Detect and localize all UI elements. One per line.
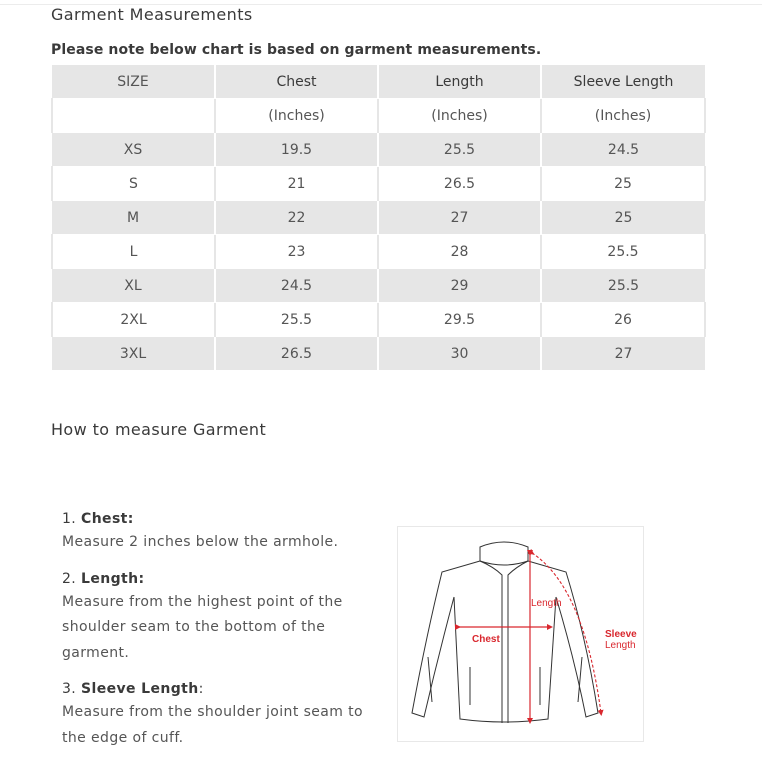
cell-size: M xyxy=(52,201,215,235)
step-title: Sleeve Length xyxy=(81,681,199,697)
cell-size: 3XL xyxy=(52,337,215,371)
cell-chest: 24.5 xyxy=(215,269,378,303)
cell-size: XL xyxy=(52,269,215,303)
cell-length: 27 xyxy=(378,201,541,235)
length-label: Length xyxy=(531,598,562,609)
sleeve-label-line1: Sleeve xyxy=(605,629,637,640)
measure-steps xyxy=(62,508,382,763)
cell-chest: 21 xyxy=(215,167,378,201)
step-description: Measure 2 inches below the armhole. xyxy=(62,534,339,550)
step-number: 3. xyxy=(62,681,82,697)
cell-sleeve: 24.5 xyxy=(607,141,640,158)
cell-chest: 19.5 xyxy=(215,133,378,167)
cell-sleeve: 27 xyxy=(614,345,633,362)
table-row xyxy=(52,337,705,371)
cell-size: XS xyxy=(52,133,215,167)
cell-chest: 26.5 xyxy=(215,337,378,371)
step-sleeve-length xyxy=(62,678,382,751)
cell-length: 30 xyxy=(378,337,541,371)
step-description: Measure from the shoulder joint seam to the edge of cuff. xyxy=(62,704,363,746)
jacket-outline-icon xyxy=(412,542,598,723)
cell-length: 29 xyxy=(378,269,541,303)
header-sleeve-length: Sleeve Length xyxy=(573,73,674,90)
cell-length: 25.5 xyxy=(378,133,541,167)
header-size: SIZE xyxy=(52,65,215,99)
cell-sleeve: 25.5 xyxy=(607,277,640,294)
unit-size xyxy=(52,99,215,133)
sleeve-label-line2: Length xyxy=(605,640,636,651)
step-number: 1. xyxy=(62,511,82,527)
table-row xyxy=(52,303,705,337)
step-length xyxy=(62,568,382,667)
cell-sleeve: 25 xyxy=(614,209,633,226)
cell-size: 2XL xyxy=(52,303,215,337)
step-number: 2. xyxy=(62,570,82,587)
cell-sleeve: 25.5 xyxy=(541,235,705,269)
cell-chest: 25.5 xyxy=(215,303,378,337)
unit-sleeve-length: (Inches) xyxy=(541,99,705,133)
cell-length: 28 xyxy=(378,235,541,269)
jacket-diagram-svg xyxy=(398,527,643,741)
cell-size: L xyxy=(52,235,215,269)
table-row xyxy=(52,269,705,303)
step-suffix: : xyxy=(198,681,204,697)
table-header-row xyxy=(52,65,705,99)
table-row xyxy=(52,235,705,269)
table-row xyxy=(52,201,705,235)
cell-length: 29.5 xyxy=(378,303,541,337)
step-chest xyxy=(62,508,382,556)
table-units-row xyxy=(52,99,705,133)
cell-length: 26.5 xyxy=(378,167,541,201)
cell-size: S xyxy=(52,167,215,201)
cell-sleeve: 26 xyxy=(541,303,705,337)
table-row xyxy=(52,167,705,201)
table-row xyxy=(52,133,705,167)
how-to-measure-title: How to measure Garment xyxy=(51,420,267,439)
size-chart-table xyxy=(51,65,706,371)
header-chest: Chest xyxy=(215,65,378,99)
cell-sleeve: 25 xyxy=(541,167,705,201)
header-length: Length xyxy=(378,65,541,99)
step-description: Measure from the highest point of the shoulder seam to the bottom of the garment. xyxy=(62,593,343,661)
step-title: Chest: xyxy=(81,511,134,527)
unit-chest: (Inches) xyxy=(215,99,378,133)
chest-label: Chest xyxy=(472,634,500,645)
chart-note: Please note below chart is based on garment measurements. xyxy=(51,42,542,58)
page-title: Garment Measurements xyxy=(51,5,253,24)
cell-chest: 23 xyxy=(215,235,378,269)
unit-length: (Inches) xyxy=(378,99,541,133)
cell-chest: 22 xyxy=(215,201,378,235)
jacket-measurement-diagram xyxy=(397,526,644,742)
step-title: Length: xyxy=(81,570,145,587)
